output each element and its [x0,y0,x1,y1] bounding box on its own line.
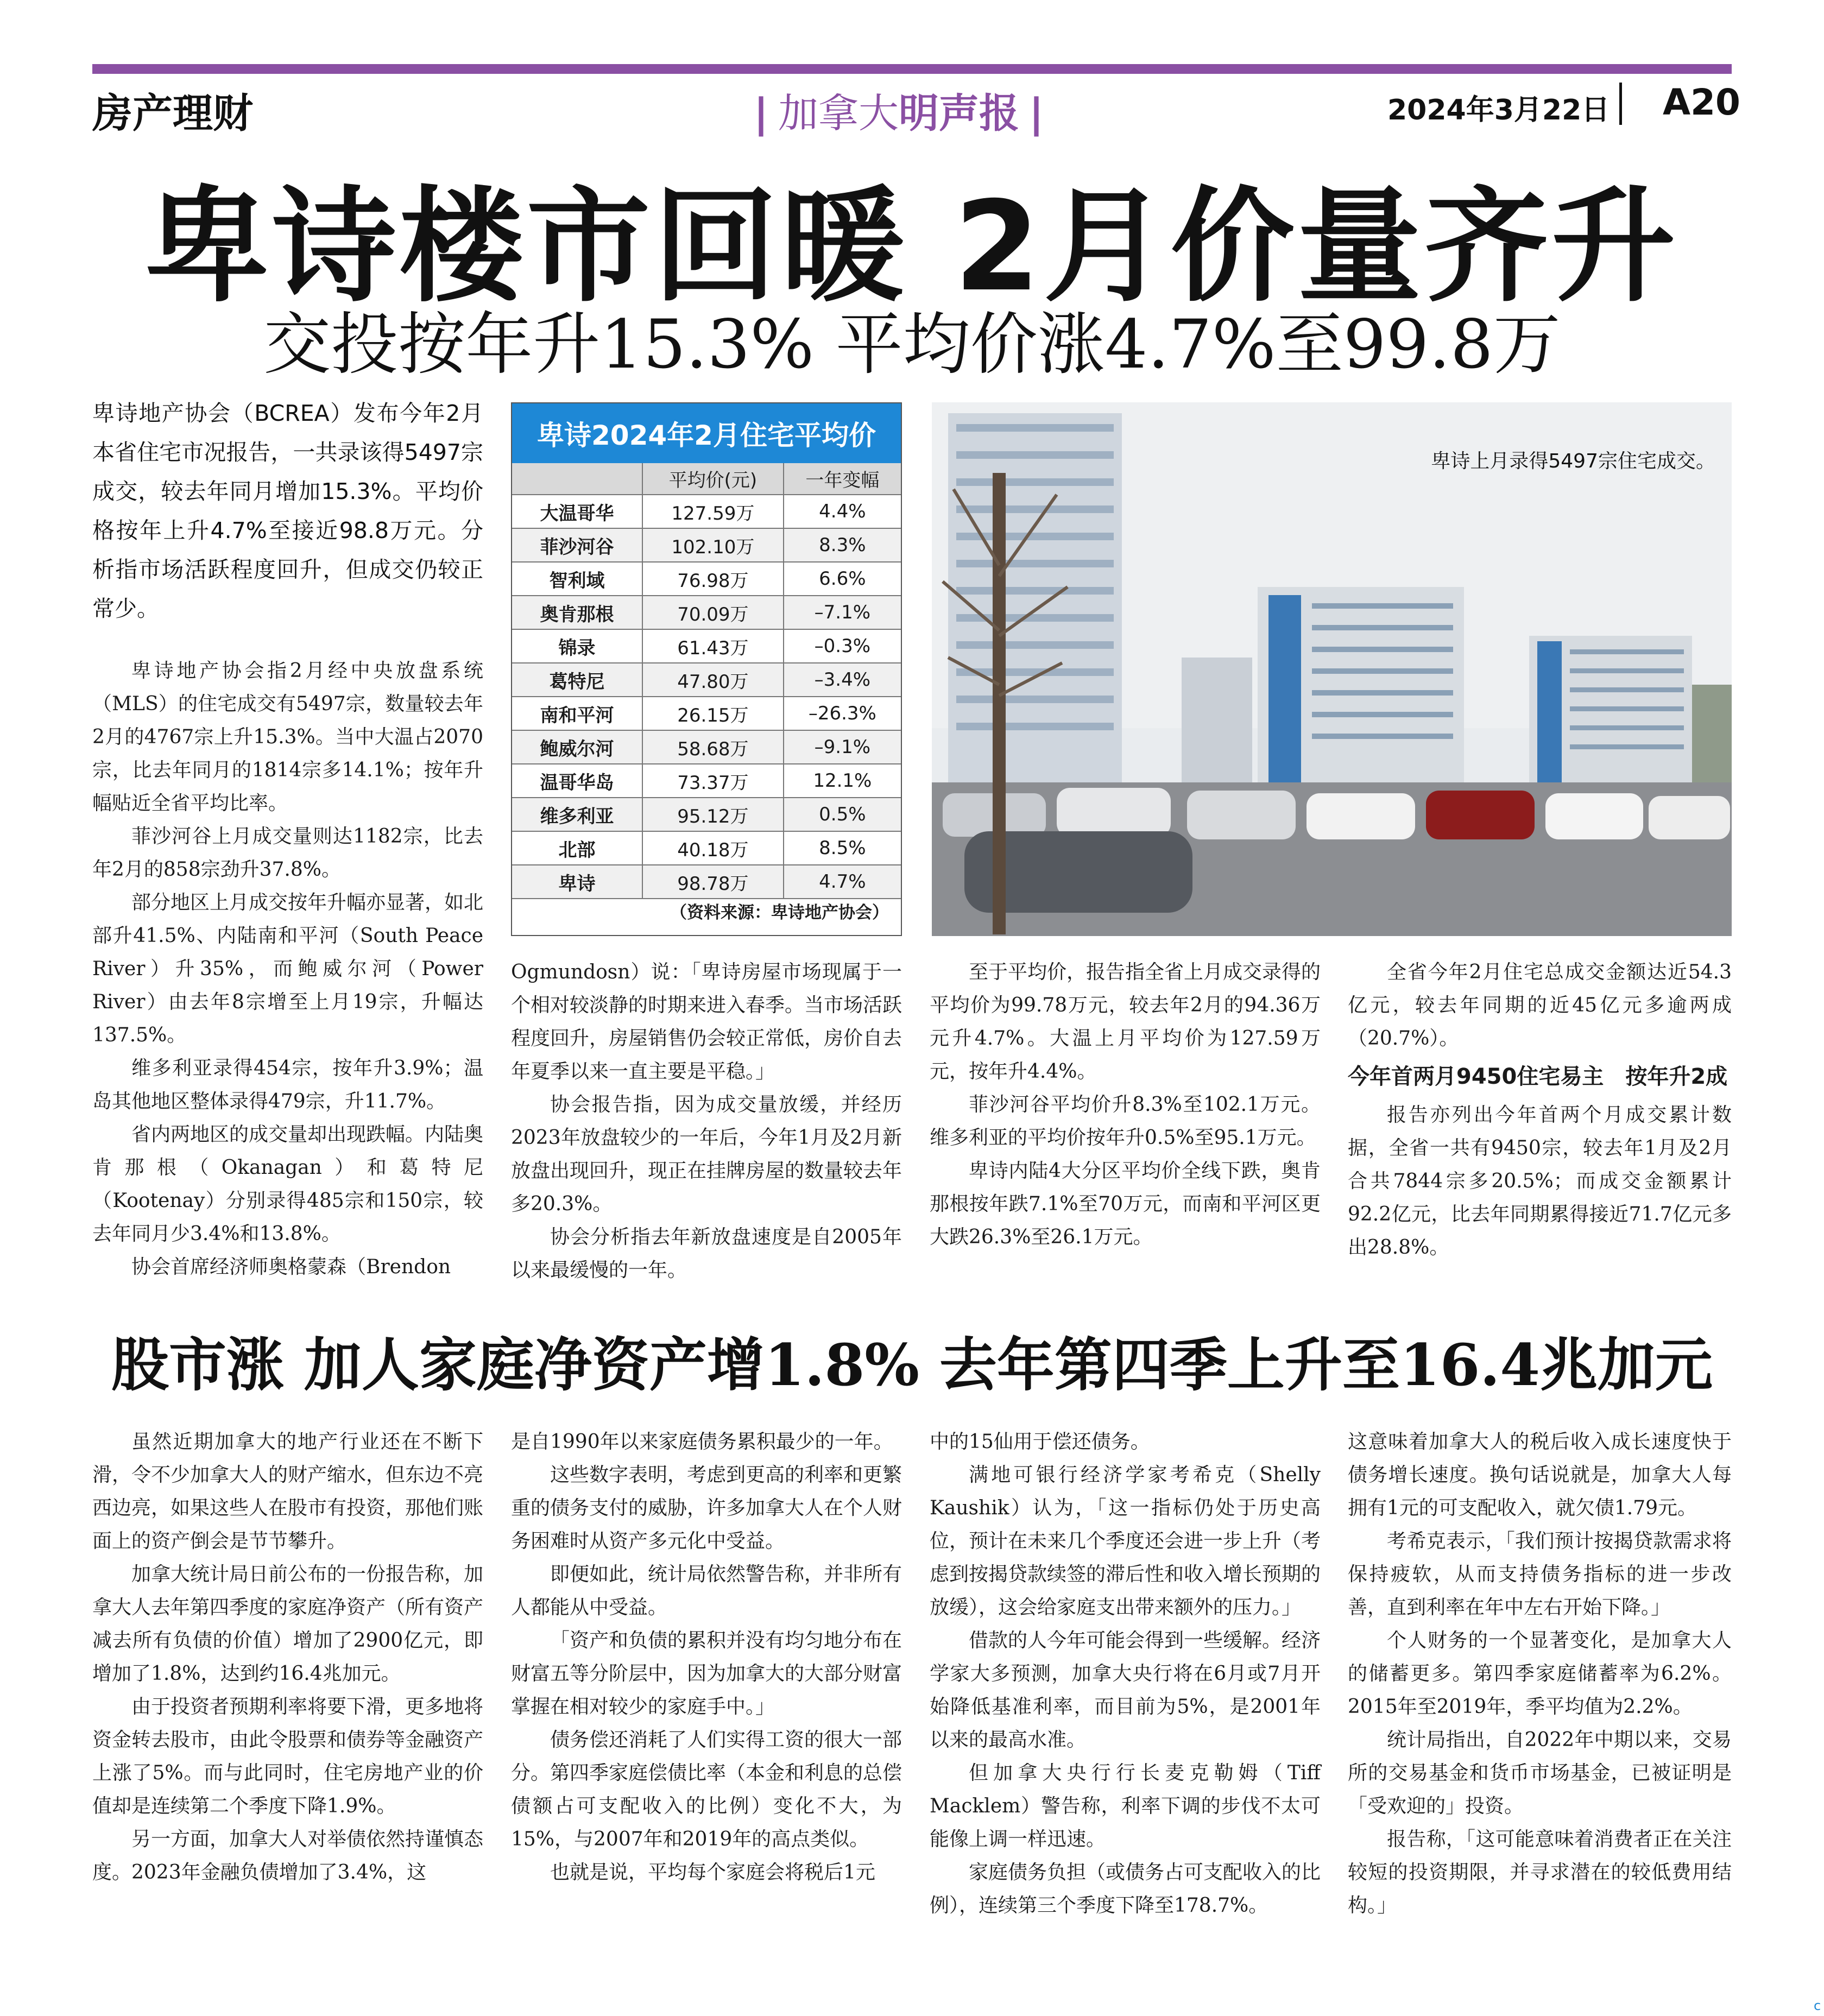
price-cell: 47.80万 [642,663,784,697]
change-cell: 8.5% [784,831,901,865]
paragraph: 虽然近期加拿大的地产行业还在不断下滑，令不少加拿大人的财产缩水，但东边不亮西边亮，如果这些人在股市有投资，那他们账面上的资产倒会是节节攀升。 [92,1431,484,1552]
district-cell: 大温哥华 [512,495,642,528]
paragraph: 部分地区上月成交按年升幅亦显著，如北部升41.5%、内陆南和平河（South Peace River）升35%，而鲍威尔河（Power River）由去年8宗增至上月19宗，升幅达137.5%。 [92,892,484,1046]
price-cell: 76.98万 [642,562,784,596]
district-cell: 智利域 [512,562,642,596]
price-cell: 127.59万 [642,495,784,528]
district-cell: 维多利亚 [512,798,642,831]
article2-column-3 [930,1425,1321,1922]
paragraph: 菲沙河谷上月成交量则达1182宗，比去年2月的858宗劲升37.8%。 [92,825,483,881]
paragraph: 借款的人今年可能会得到一些缓解。经济学家大多预测，加拿大央行将在6月或7月开始降低基准利率，而目前为5%，是2001年以来的最高水准。 [930,1629,1321,1751]
main-subheadline: 交投按年升15.3% 平均价涨4.7%至99.8万 [263,306,1561,384]
section-title: 房产理财 [92,90,253,137]
price-cell: 58.68万 [642,730,784,764]
price-cell: 40.18万 [642,831,784,865]
paragraph: 协会报告指，因为成交量放缓，并经历2023年放盘较少的一年后，今年1月及2月新放盘出现回升，现正在挂牌房屋的数量较去年多20.3%。 [511,1094,902,1215]
paragraph: 加拿大统计局日前公布的一份报告称，加拿大人去年第四季度的家庭净资产（所有资产减去所有负债的价值）增加了2900亿元，即增加了1.8%，达到约16.4兆加元。 [92,1563,484,1685]
price-cell: 98.78万 [642,865,784,899]
price-cell: 70.09万 [642,596,784,629]
paragraph: 报告亦列出今年首两个月成交累计数据，全省一共有9450宗，较去年1月及2月合共7844宗多20.5%；而成交金额累计92.2亿元，比去年同期累得接近71.7亿元多出28.8%。 [1348,1104,1732,1259]
price-table-header-row [512,463,901,495]
paragraph: 协会分析指去年新放盘速度是自2005年以来最缓慢的一年。 [511,1226,902,1281]
paragraph: 省内两地区的成交量却出现跌幅。内陆奥肯那根（Okanagan）和葛特尼（Kootenay）分别录得485宗和150宗，较去年同月少3.4%和13.8%。 [92,1123,484,1245]
paragraph: 这意味着加拿大人的税后收入成长速度快于债务增长速度。换句话说就是，加拿大人每拥有1元的可支配收入，就欠债1.79元。 [1348,1431,1732,1519]
masthead-brand: 明声报 [899,90,1020,137]
masthead-pipe-left: | [754,90,769,137]
change-cell: –3.4% [784,663,901,697]
district-cell: 葛特尼 [512,663,642,697]
price-table-row [512,798,901,831]
district-cell: 卑诗 [512,865,642,899]
paragraph: Ogmundosn）说：「卑诗房屋市场现属于一个相对较淡静的时期来进入春季。当市场活跃程度回升，房屋销售仍会较正常低，房价自去年夏季以来一直主要是平稳。」 [511,961,902,1083]
change-cell: 8.3% [784,528,901,562]
price-cell: 102.10万 [642,528,784,562]
paragraph: 「资产和负债的累积并没有均匀地分布在财富五等分阶层中，因为加拿大的大部分财富掌握在相对较少的家庭手中。」 [511,1629,902,1718]
paragraph: 由于投资者预期利率将要下滑，更多地将资金转去股市，由此令股票和债券等金融资产上涨了5%。而与此同时，住宅房地产业的价值却是连续第二个季度下降1.9%。 [92,1696,484,1817]
paragraph: 中的15仙用于偿还债务。 [930,1431,1150,1453]
column-header-change: 一年变幅 [784,463,901,495]
price-table-source: （资料来源：卑诗地产协会） [670,903,889,922]
article2-column-4 [1348,1425,1732,1922]
price-cell: 26.15万 [642,697,784,730]
masthead [744,81,1053,139]
change-cell: –7.1% [784,596,901,629]
paragraph: 卑诗地产协会指2月经中央放盘系统（MLS）的住宅成交有5497宗，数量较去年2月的4767宗上升15.3%。当中大温占2070宗，比去年同月的1814宗多14.1%；按年升幅贴近全省平均比率。 [92,660,483,814]
price-table [511,402,902,936]
price-cell: 61.43万 [642,629,784,663]
paragraph: 维多利亚录得454宗，按年升3.9%；温岛其他地区整体录得479宗，升11.7%。 [92,1057,483,1113]
paragraph: 至于平均价，报告指全省上月成交录得的平均价为99.78万元，较去年2月的94.36万元升4.7%。大温上月平均价为127.59万元，按年升4.4%。 [930,961,1321,1083]
price-table-row [512,865,901,899]
issue-date: 2024年3月22日 [1387,94,1610,127]
price-table-row [512,831,901,865]
paragraph: 报告称，「这可能意味着消费者正在关注较短的投资期限，并寻求潜在的较低费用结构。」 [1348,1828,1732,1917]
second-headline: 股市涨 加人家庭净资产增1.8% 去年第四季上升至16.4兆加元 [111,1331,1713,1399]
paragraph: 全省今年2月住宅总成交金额达近54.3亿元，较去年同期的近45亿元多逾两成（20.7%）。 [1348,961,1732,1050]
district-cell: 鲍威尔河 [512,730,642,764]
district-cell: 南和平河 [512,697,642,730]
price-table-row [512,562,901,596]
paragraph: 协会首席经济师奥格蒙森（Brendon [131,1256,451,1278]
article2-column-1 [92,1425,483,1889]
district-cell: 奥肯那根 [512,596,642,629]
price-table-row [512,697,901,730]
change-cell: 6.6% [784,562,901,596]
price-table-grid [512,463,901,899]
district-cell: 温哥华岛 [512,764,642,798]
article1-inline-subhead: 今年首两月9450住宅易主 按年升2成 [1348,1064,1728,1089]
housing-photo [932,402,1732,936]
change-cell: 0.5% [784,798,901,831]
paragraph: 满地可银行经济学家考希克（Shelly Kaushik）认为，「这一指标仍处于历史高位，预计在未来几个季度还会进一步上升（考虑到按揭贷款续签的滞后性和收入增长预期的放缓），这会给家庭支出带来额外的压力。」 [930,1464,1321,1619]
paragraph: 卑诗内陆4大分区平均价全线下跌，奥肯那根按年跌7.1%至70万元，而南和平河区更大跌26.3%至26.1万元。 [930,1160,1321,1248]
paragraph: 个人财务的一个显著变化，是加拿大人的储蓄更多。第四季家庭储蓄率为6.2%。2015年至2019年，季平均值为2.2%。 [1348,1629,1732,1718]
price-table-row [512,596,901,629]
article1-column-3 [930,956,1321,1254]
paragraph: 考希克表示，「我们预计按揭贷款需求将保持疲软，从而支持债务指标的进一步改善，直到利率在年中左右开始下降。」 [1348,1530,1732,1619]
paragraph: 这些数字表明，考虑到更高的利率和更繁重的债务支付的威胁，许多加拿大人在个人财务困难时从资产多元化中受益。 [511,1464,902,1552]
paragraph: 但加拿大央行行长麦克勒姆（Tiff Macklem）警告称，利率下调的步伐不太可能像上调一样迅速。 [930,1762,1321,1850]
price-table-row [512,730,901,764]
district-cell: 菲沙河谷 [512,528,642,562]
header-divider [1619,83,1622,125]
corner-mark: c [1814,1998,1821,2013]
article1-column-4 [1348,956,1732,1264]
price-table-row [512,495,901,528]
paragraph: 即便如此，统计局依然警告称，并非所有人都能从中受益。 [511,1563,902,1619]
photo-caption: 卑诗上月录得5497宗住宅成交。 [1431,450,1715,472]
price-table-row [512,764,901,798]
lead-paragraph: 卑诗地产协会（BCREA）发布今年2月本省住宅市况报告，一共录该得5497宗成交，较去年同月增加15.3%。平均价格按年上升4.7%至接近98.8万元。分析指市场活跃程度回升，但成交仍较正常少。 [92,400,483,622]
column-header-district [512,463,642,495]
change-cell: –26.3% [784,697,901,730]
price-table-title: 卑诗2024年2月住宅平均价 [512,403,901,463]
district-cell: 北部 [512,831,642,865]
price-table-row [512,663,901,697]
main-headline: 卑诗楼市回暖 2月价量齐升 [145,174,1679,319]
paragraph: 菲沙河谷平均价升8.3%至102.1万元。维多利亚的平均价按年升0.5%至95.1万元。 [930,1094,1321,1149]
article1-column-1 [92,654,483,1284]
price-table-row [512,528,901,562]
article2-column-2 [511,1425,902,1889]
change-cell: 12.1% [784,764,901,798]
paragraph: 另一方面，加拿大人对举债依然持谨慎态度。2023年金融负债增加了3.4%，这 [92,1828,484,1884]
article1-column-2 [511,956,902,1287]
page-number: A20 [1663,81,1740,123]
header-rule [92,64,1732,74]
price-cell: 73.37万 [642,764,784,798]
paragraph: 债务偿还消耗了人们实得工资的很大一部分。第四季家庭偿债比率（本金和利息的总偿债额占可支配收入的比例）变化不大，为15%，与2007年和2019年的高点类似。 [511,1729,902,1850]
price-table-row [512,629,901,663]
condo-buildings-photo [932,402,1732,936]
price-cell: 95.12万 [642,798,784,831]
change-cell: –9.1% [784,730,901,764]
paragraph: 家庭债务负担（或债务占可支配收入的比例），连续第三个季度下降至178.7%。 [930,1861,1321,1917]
change-cell: –0.3% [784,629,901,663]
paragraph: 也就是说，平均每个家庭会将税后1元 [550,1861,875,1884]
column-header-price: 平均价(元) [642,463,784,495]
district-cell: 锦录 [512,629,642,663]
masthead-prefix: 加拿大 [778,90,899,137]
masthead-pipe-right: | [1029,90,1044,137]
paragraph: 统计局指出，自2022年中期以来，交易所的交易基金和货币市场基金，已被证明是「受欢迎的」投资。 [1348,1729,1732,1817]
change-cell: 4.4% [784,495,901,528]
change-cell: 4.7% [784,865,901,899]
paragraph: 是自1990年以来家庭债务累积最少的一年。 [511,1431,893,1453]
